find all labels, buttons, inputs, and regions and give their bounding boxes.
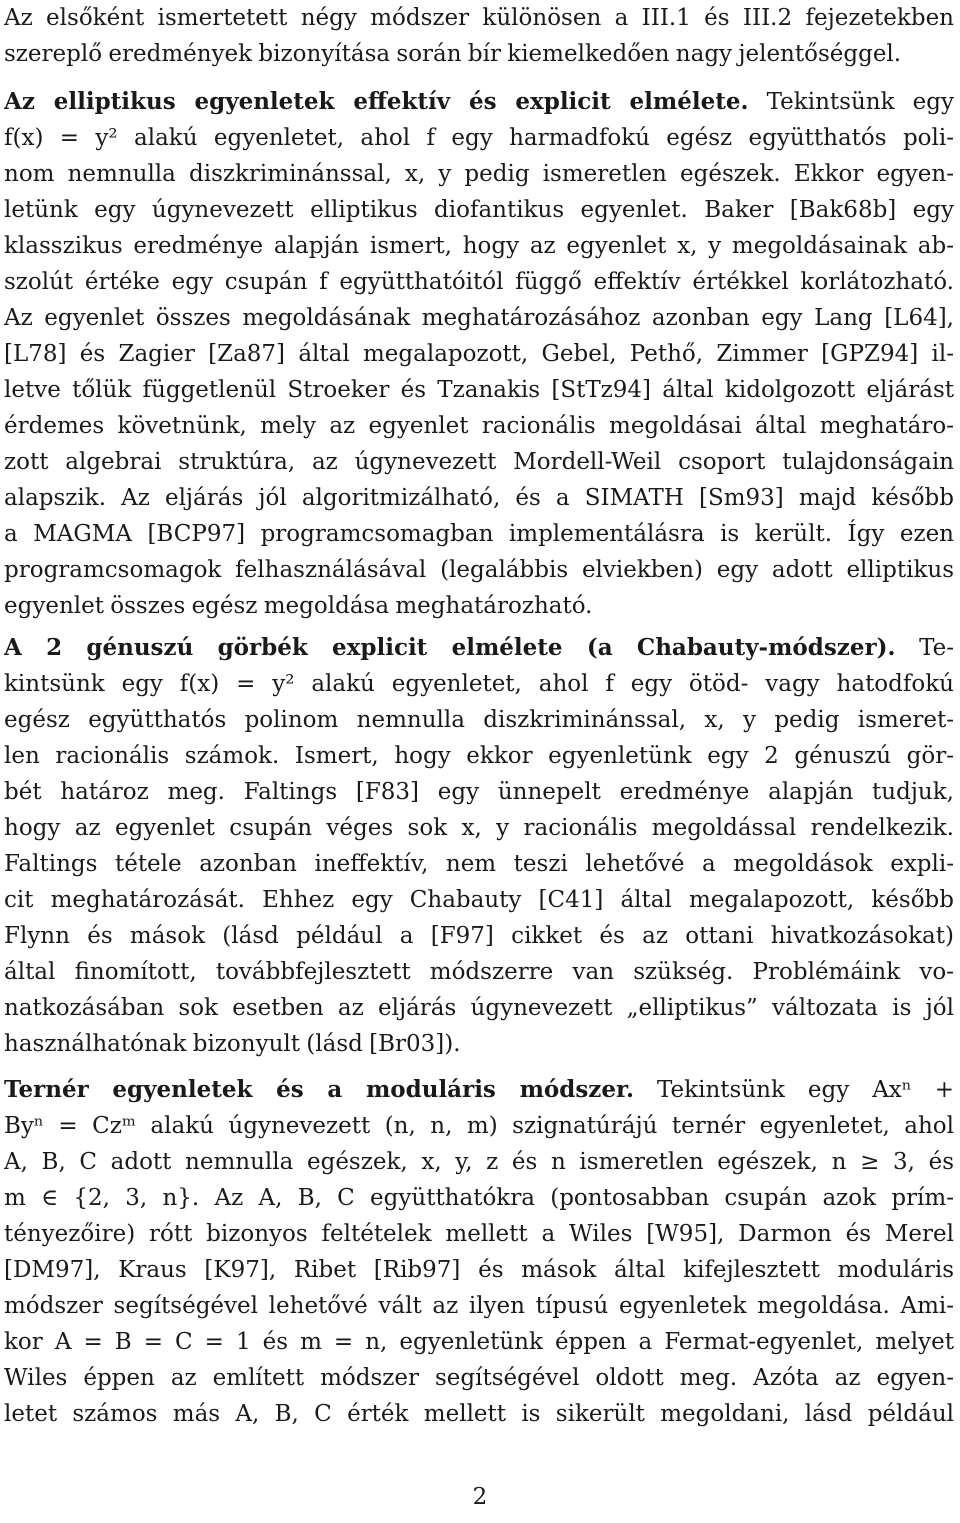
text-line	[4, 84, 954, 120]
text-line: szolút értéke egy csupán f együtthatóitól függő effektív értékkel korlátozható.	[4, 269, 954, 295]
text-line: tényezőire) rótt bizonyos feltételek mellett a Wiles [W95], Darmon és Merel	[4, 1221, 954, 1247]
text-line: bét határoz meg. Faltings [F83] egy ünnepelt eredménye alapján tudjuk,	[4, 779, 954, 805]
text-line: kintsünk egy f(x) = y² alakú egyenletet, ahol f egy ötöd- vagy hatodfokú	[4, 671, 954, 697]
text-line: [L78] és Zagier [Za87] által megalapozott, Gebel, Pethő, Zimmer [GPZ94] il-	[4, 341, 954, 367]
heading-line-rest: Te-	[895, 635, 954, 661]
text-line: letet számos más A, B, C érték mellett is sikerült megoldani, lásd például	[4, 1401, 954, 1427]
text-line: f(x) = y² alakú egyenletet, ahol f egy harmadfokú egész együtthatós poli-	[4, 125, 954, 151]
heading-line-rest: Tekintsünk egy Axⁿ +	[634, 1077, 954, 1103]
text-line: cit meghatározását. Ehhez egy Chabauty [C41] által megalapozott, később	[4, 887, 954, 913]
text-line: letünk egy úgynevezett elliptikus diofantikus egyenlet. Baker [Bak68b] egy	[4, 197, 954, 223]
intro-paragraph	[4, 0, 954, 72]
elliptic-equations-paragraph	[4, 84, 954, 624]
text-line: zott algebrai struktúra, az úgynevezett Mordell-Weil csoport tulajdonságain	[4, 449, 954, 475]
text-line: szereplő eredmények bizonyítása során bír kiemelkedően nagy jelentőséggel.	[4, 41, 902, 67]
section-heading: A 2 génuszú görbék explicit elmélete (a Chabauty-módszer).	[4, 634, 896, 661]
text-line: Wiles éppen az említett módszer segítségével oldott meg. Azóta az egyen-	[4, 1365, 954, 1391]
text-line: A, B, C adott nemnulla egészek, x, y, z és n ismeretlen egészek, n ≥ 3, és	[4, 1149, 954, 1175]
text-line: programcsomagok felhasználásával (legalábbis elviekben) egy adott elliptikus	[4, 557, 954, 583]
text-line: len racionális számok. Ismert, hogy ekkor egyenletünk egy 2 génuszú gör-	[4, 743, 954, 769]
text-line: egyenlet összes egész megoldása meghatározható.	[4, 593, 593, 619]
text-line: nom nemnulla diszkriminánssal, x, y pedig ismeretlen egészek. Ekkor egyen-	[4, 161, 954, 187]
text-line: natkozásában sok esetben az eljárás úgynevezett „elliptikus” változata is jól	[4, 995, 954, 1021]
chabauty-paragraph	[4, 630, 954, 1062]
text-line: Byⁿ = Czᵐ alakú úgynevezett (n, n, m) szignatúrájú ternér egyenletet, ahol	[4, 1113, 954, 1139]
text-line: kor A = B = C = 1 és m = n, egyenletünk éppen a Fermat-egyenlet, melyet	[4, 1329, 954, 1355]
text-line: klasszikus eredménye alapján ismert, hogy az egyenlet x, y megoldásainak ab-	[4, 233, 954, 259]
text-line: Az elsőként ismertetett négy módszer különösen a III.1 és III.2 fejezetekben	[4, 5, 954, 31]
text-line: módszer segítségével lehetővé vált az ilyen típusú egyenletek megoldása. Ami-	[4, 1293, 954, 1319]
text-line: használhatónak bizonyult (lásd [Br03]).	[4, 1031, 461, 1057]
text-line: hogy az egyenlet csupán véges sok x, y racionális megoldással rendelkezik.	[4, 815, 954, 841]
page-number: 2	[472, 1484, 488, 1510]
section-heading: Ternér egyenletek és a moduláris módszer.	[4, 1076, 634, 1103]
ternary-equations-paragraph	[4, 1072, 954, 1432]
text-line: Faltings tétele azonban ineffektív, nem teszi lehetővé a megoldások expli-	[4, 851, 954, 877]
text-line: Flynn és mások (lásd például a [F97] cikket és az ottani hivatkozásokat)	[4, 923, 954, 949]
text-line: [DM97], Kraus [K97], Ribet [Rib97] és mások által kifejlesztett moduláris	[4, 1257, 954, 1283]
text-line: egész együtthatós polinom nemnulla diszkriminánssal, x, y pedig ismeret-	[4, 707, 954, 733]
text-line: a MAGMA [BCP97] programcsomagban implementálásra is került. Így ezen	[4, 521, 954, 547]
text-line: érdemes követnünk, mely az egyenlet racionális megoldásai által meghatáro-	[4, 413, 954, 439]
section-heading: Az elliptikus egyenletek effektív és explicit elmélete.	[4, 88, 749, 115]
text-line	[4, 1072, 954, 1108]
text-line: alapszik. Az eljárás jól algoritmizálható, és a SIMATH [Sm93] majd később	[4, 485, 954, 511]
text-line: által finomított, továbbfejlesztett módszerre van szükség. Problémáink vo-	[4, 959, 954, 985]
text-line: m ∈ {2, 3, n}. Az A, B, C együtthatókra (pontosabban csupán azok prím-	[4, 1185, 954, 1211]
heading-line-rest: Tekintsünk egy	[748, 89, 954, 115]
text-line: letve tőlük függetlenül Stroeker és Tzanakis [StTz94] által kidolgozott eljárást	[4, 377, 954, 403]
text-line	[4, 630, 954, 666]
text-line: Az egyenlet összes megoldásának meghatározásához azonban egy Lang [L64],	[4, 305, 954, 331]
